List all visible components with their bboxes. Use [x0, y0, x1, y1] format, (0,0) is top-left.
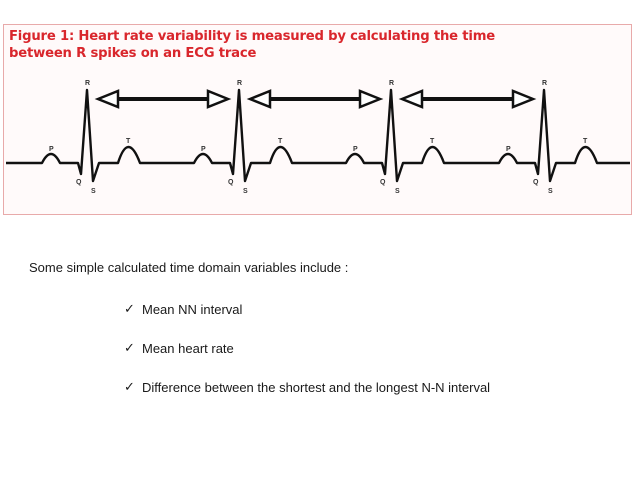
checkmark-icon: ✓: [124, 301, 135, 316]
figure-title-line-2: between R spikes on an ECG trace: [9, 46, 257, 61]
wave-label-p: P: [201, 146, 206, 153]
variable-list: [124, 298, 490, 415]
ecg-trace-diagram: [0, 0, 638, 220]
checkmark-icon: ✓: [124, 340, 135, 355]
wave-label-s: S: [548, 188, 553, 195]
wave-label-s: S: [395, 188, 400, 195]
list-item-text: Mean heart rate: [142, 340, 234, 356]
intro-text: Some simple calculated time domain variables include :: [29, 260, 349, 275]
list-item-text: Mean NN interval: [142, 301, 243, 317]
rr-interval-arrow: [250, 91, 380, 107]
wave-label-p: P: [353, 146, 358, 153]
wave-label-t: T: [583, 138, 588, 145]
checkmark-icon: ✓: [124, 379, 135, 394]
list-item: [124, 298, 490, 320]
wave-label-r: R: [389, 80, 395, 87]
wave-label-r: R: [85, 80, 91, 87]
rr-interval-arrow: [98, 91, 228, 107]
wave-label-t: T: [126, 138, 131, 145]
wave-label-q: Q: [228, 179, 234, 186]
wave-label-p: P: [506, 146, 511, 153]
wave-label-q: Q: [76, 179, 82, 186]
wave-label-q: Q: [533, 179, 539, 186]
wave-label-p: P: [49, 146, 54, 153]
list-item: [124, 376, 490, 398]
ecg-line: [6, 90, 630, 181]
wave-label-t: T: [430, 138, 435, 145]
figure-title-line-1: Figure 1: Heart rate variability is measured by calculating the time: [9, 29, 495, 44]
ecg-trace: [6, 90, 630, 181]
wave-label-q: Q: [380, 179, 386, 186]
rr-interval-arrow: [402, 91, 533, 107]
wave-label-s: S: [243, 188, 248, 195]
wave-label-r: R: [237, 80, 243, 87]
wave-label-t: T: [278, 138, 283, 145]
wave-label-r: R: [542, 80, 548, 87]
list-item: [124, 337, 490, 359]
rr-interval-arrows: [98, 91, 533, 107]
list-item-text: Difference between the shortest and the longest N-N interval: [142, 379, 491, 395]
wave-label-s: S: [91, 188, 96, 195]
